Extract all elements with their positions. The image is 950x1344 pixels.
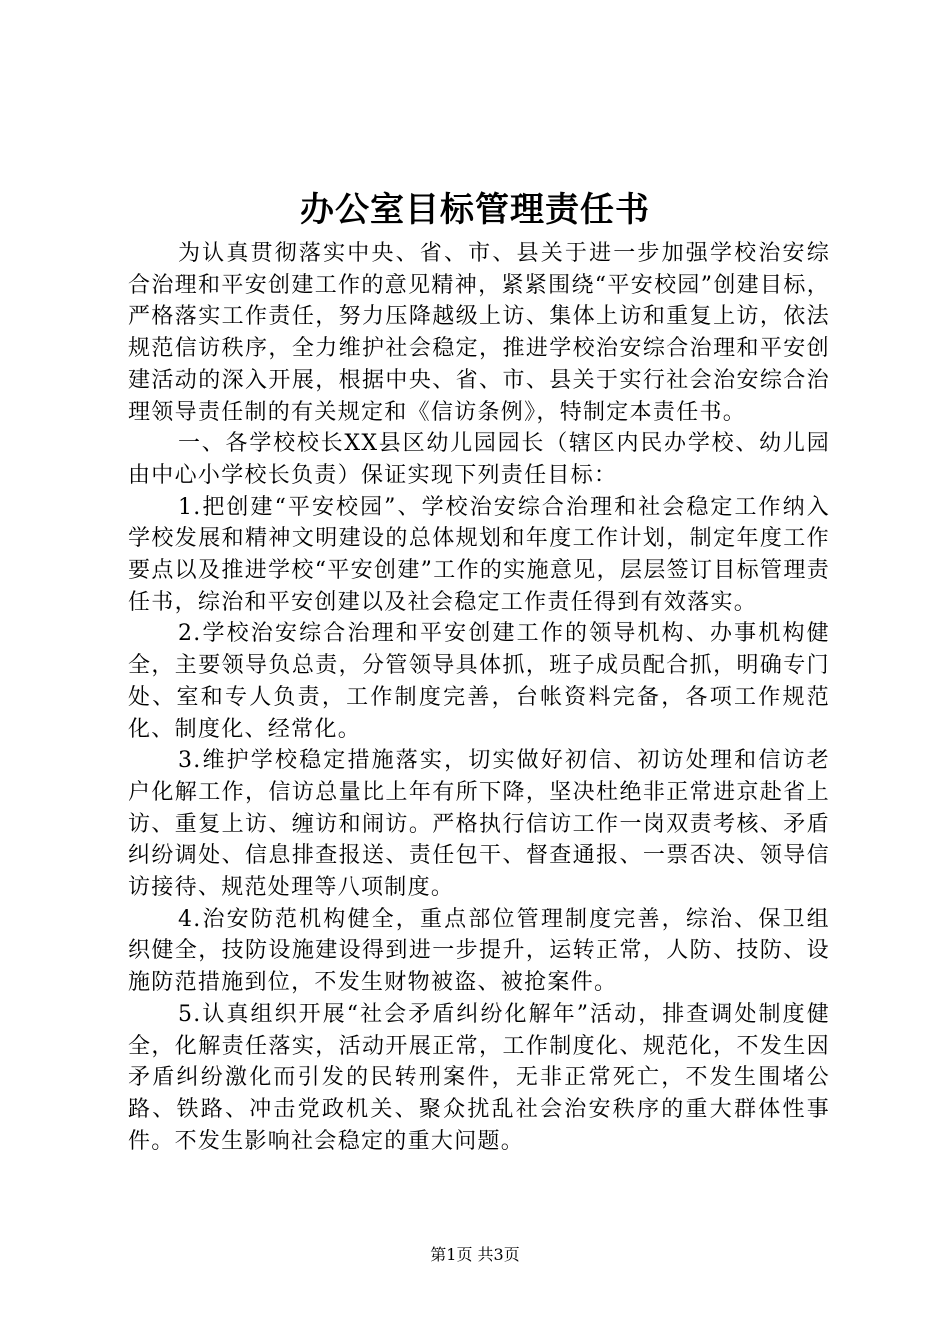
page-number-footer: 第1页 共3页 [430,1245,520,1264]
document-body [128,238,830,1157]
paragraph-item-3: 3.维护学校稳定措施落实，切实做好初信、初访处理和信访老户化解工作，信访总量比上年有所下降，坚决杜绝非正常进京赴省上访、重复上访、缠访和闹访。严格执行信访工作一岗双责考核、矛盾纠纷调处、信息排查报送、责任包干、督查通报、一票否决、领导信访接待、规范处理等八项制度。 [128,748,830,901]
paragraph-intro: 为认真贯彻落实中央、省、市、县关于进一步加强学校治安综合治理和平安创建工作的意见精神，紧紧围绕“平安校园”创建目标，严格落实工作责任，努力压降越级上访、集体上访和重复上访，依法规范信访秩序，全力维护社会稳定，推进学校治安综合治理和平安创建活动的深入开展，根据中央、省、市、县关于实行社会治安综合治理领导责任制的有关规定和《信访条例》，特制定本责任书。 [128,241,830,425]
paragraph-item-5: 5.认真组织开展“社会矛盾纠纷化解年”活动，排查调处制度健全，化解责任落实，活动开展正常，工作制度化、规范化，不发生因矛盾纠纷激化而引发的民转刑案件，无非正常死亡，不发生围堵公路、铁路、冲击党政机关、聚众扰乱社会治安秩序的重大群体性事件。不发生影响社会稳定的重大问题。 [128,1001,830,1154]
paragraph-item-4: 4.治安防范机构健全，重点部位管理制度完善，综治、保卫组织健全，技防设施建设得到进一步提升，运转正常，人防、技防、设施防范措施到位，不发生财物被盗、被抢案件。 [128,906,830,996]
paragraph-section-one: 一、各学校校长XX县区幼儿园园长（辖区内民办学校、幼儿园由中心小学校长负责）保证实现下列责任目标： [128,431,830,488]
paragraph-item-2: 2.学校治安综合治理和平安创建工作的领导机构、办事机构健全，主要领导负总责，分管领导具体抓，班子成员配合抓，明确专门处、室和专人负责，工作制度完善，台帐资料完备，各项工作规范化、制度化、经常化。 [128,621,830,742]
paragraph-item-1: 1.把创建“平安校园”、学校治安综合治理和社会稳定工作纳入学校发展和精神文明建设的总体规划和年度工作计划，制定年度工作要点以及推进学校“平安创建”工作的实施意见，层层签订目标管理责任书，综治和平安创建以及社会稳定工作责任得到有效落实。 [128,494,830,615]
document-title: 办公室目标管理责任书 [300,190,650,230]
